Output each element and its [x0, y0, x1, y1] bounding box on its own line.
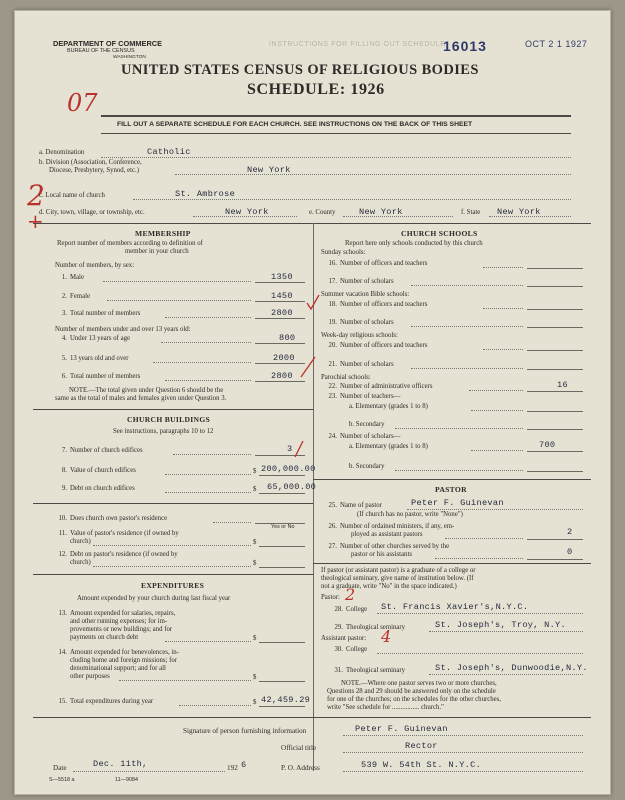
pastor-name-value: Peter F. Guinevan — [411, 498, 504, 508]
membership-row-3: 3. Total number of members — [61, 310, 141, 317]
form-subtitle: SCHEDULE: 1926 — [247, 81, 385, 98]
q12-row-2: church) — [70, 559, 91, 566]
q13-line-3: provements or new buildings; and for — [70, 626, 173, 633]
census-schedule-page — [14, 10, 611, 795]
pastor-note-1: NOTE.—Where one pastor serves two or more churches, — [341, 680, 497, 687]
pastor-college-value: St. Francis Xavier's,N.Y.C. — [381, 602, 529, 612]
q15-row: 15. Total expenditures during year — [58, 698, 154, 705]
yes-no-hint: Yes or No — [271, 524, 295, 530]
membership-note-2: same as the total of males and females given under Question 3. — [55, 395, 227, 402]
pastor-subheading: Pastor: — [321, 594, 340, 601]
q13-line-1: 13. Amount expended for salaries, repairs, — [58, 610, 176, 617]
membership-heading: MEMBERSHIP — [135, 229, 191, 238]
elementary-scholars-value: 700 — [539, 440, 556, 450]
q11-row: 11. Value of pastor's residence (if owned by — [58, 530, 179, 537]
q14-line-3: denominational support; and for all — [70, 665, 166, 672]
membership-intro-2: member in your church — [125, 248, 189, 255]
edifice-value: 200,000.00 — [261, 464, 316, 474]
q14-line-4: other purposes — [70, 673, 110, 680]
official-title-label: Official title — [281, 744, 317, 752]
buildings-intro: See instructions, paragraphs 10 to 12 — [113, 428, 214, 435]
county-value: New York — [359, 207, 403, 217]
bureau-label: BUREAU OF THE CENSUS — [67, 48, 135, 54]
age-intro: Number of members under and over 13 years old: — [55, 326, 191, 333]
graduate-note-2: theological seminary, give name of institution below. (If — [321, 575, 474, 582]
dollar-sign-9: $ — [253, 486, 257, 493]
q7-row: 7. Number of church edifices — [61, 447, 143, 454]
q11-row-2: church) — [70, 538, 91, 545]
graduate-note-1: If pastor (or assistant pastor) is a graduate of a college or — [321, 567, 476, 574]
q27-row: 27. Number of other churches served by the — [328, 543, 450, 550]
signature-value: Peter F. Guinevan — [355, 724, 448, 734]
q27-row-2: pastor or his assistants — [351, 551, 412, 558]
male-value: 1350 — [271, 272, 293, 282]
q19-row: 19. Number of scholars — [328, 319, 394, 326]
q23-row: 23. Number of teachers— — [328, 393, 401, 400]
edifice-correction-mark-icon — [291, 439, 307, 459]
edifice-debt-value: 65,000.00 — [267, 482, 317, 492]
assistant-seminary-value: St. Joseph's, Dunwoodie,N.Y. — [435, 663, 588, 673]
q16-row: 16. Number of officers and teachers — [328, 260, 428, 267]
stamp-number: 16013 — [443, 38, 487, 54]
state-label: f. State — [461, 209, 481, 216]
other-churches-value: 0 — [567, 547, 573, 557]
dollar-sign-11: $ — [253, 539, 257, 546]
pastor-note-3: for one of the churches; on the schedules for the other churches, — [327, 696, 502, 703]
q26-row: 26. Number of ordained ministers, if any, em- — [328, 523, 455, 530]
total-members-age-value: 2800 — [271, 371, 293, 381]
local-name-label: c. Local name of church — [39, 192, 105, 199]
membership-row-1: 1. Male — [61, 274, 84, 281]
buildings-heading: CHURCH BUILDINGS — [127, 415, 211, 424]
membership-note-1: NOTE.—The total given under Question 6 should be the — [69, 387, 224, 394]
q28-row: 28. College — [334, 606, 368, 613]
graduate-note-3: not a graduate, write "No" in the space indicated.) — [321, 583, 457, 590]
q23b-row: b. Secondary — [349, 421, 385, 428]
church-edifices-value: 3 — [287, 444, 293, 454]
weekday-schools-label: Week-day religious schools: — [321, 332, 398, 339]
year-suffix: 6 — [241, 760, 247, 770]
city-label-field: d. City, town, village, or township, etc. — [39, 209, 145, 216]
q29-row: 29. Theological seminary — [334, 624, 406, 631]
date-label: Date — [53, 764, 67, 772]
assistant-pastor-subheading: Assistant pastor: — [321, 635, 367, 642]
under-13-value: 800 — [279, 333, 296, 343]
denomination-label: a. Denomination — [39, 149, 85, 156]
expenditures-intro: Amount expended by your church during last fiscal year — [77, 595, 231, 602]
pastor-note-2: Questions 28 and 29 should be answered only on the schedule — [327, 688, 496, 695]
membership-intro-1: Report number of members according to definition of — [57, 240, 203, 247]
q25-hint: (If church has no pastor, write "None") — [357, 511, 463, 518]
q12-row: 12. Debt on pastor's residence (if owned by — [58, 551, 178, 558]
schools-intro: Report here only schools conducted by this church — [345, 240, 483, 247]
division-value: New York — [247, 165, 291, 175]
sunday-schools-label: Sunday schools: — [321, 249, 366, 256]
parochial-schools-label: Parochial schools: — [321, 374, 371, 381]
address-value: 539 W. 54th St. N.Y.C. — [361, 760, 482, 770]
summer-schools-label: Summer vacation Bible schools: — [321, 291, 410, 298]
year-prefix: 192 — [227, 764, 238, 772]
annotation-plus: + — [27, 209, 44, 233]
q13-line-4: payments on church debt — [70, 634, 139, 641]
membership-row-4: 4. Under 13 years of age — [61, 335, 131, 342]
dollar-sign-12: $ — [253, 560, 257, 567]
q24a-row: a. Elementary (grades 1 to 8) — [349, 443, 428, 450]
city-label: WASHINGTON — [113, 55, 146, 60]
q14-line-2: cluding home and foreign missions; for — [70, 657, 178, 664]
pastor-note-4: write "See schedule for ................ church." — [327, 704, 444, 711]
form-title: UNITED STATES CENSUS OF RELIGIOUS BODIES — [121, 62, 479, 78]
q10-row: 10. Does church own pastor's residence — [58, 515, 168, 522]
division-label-1: b. Division (Association, Conference, — [39, 159, 142, 166]
q24-row: 24. Number of scholars— — [328, 433, 401, 440]
membership-row-5: 5. 13 years old and over — [61, 355, 129, 362]
membership-row-2: 2. Female — [61, 293, 91, 300]
total-members-value: 2800 — [271, 308, 293, 318]
denomination-value: Catholic — [147, 147, 191, 157]
q20-row: 20. Number of officers and teachers — [328, 342, 428, 349]
official-title-value: Rector — [405, 741, 438, 751]
signature-label: Signature of person furnishing information — [183, 727, 307, 735]
q18-row: 18. Number of officers and teachers — [328, 301, 428, 308]
annotation-assistant-4: 4 — [381, 627, 392, 646]
q24b-row: b. Secondary — [349, 463, 385, 470]
slash-mark-icon — [299, 355, 317, 379]
q25-row: 25. Name of pastor — [328, 502, 382, 509]
dollar-sign-14: $ — [253, 674, 257, 681]
dollar-sign-15: $ — [253, 699, 257, 706]
pastor-heading: PASTOR — [435, 485, 467, 494]
q26-row-2: ployed as assistant pastors — [351, 531, 423, 538]
q31-row: 31. Theological seminary — [334, 667, 406, 674]
faint-heading: INSTRUCTIONS FOR FILLING OUT SCHEDULE — [269, 41, 446, 48]
membership-row-6: 6. Total number of members — [61, 373, 141, 380]
female-value: 1450 — [271, 291, 293, 301]
print-code: 11—9084 — [115, 777, 138, 783]
check-mark-icon — [305, 293, 321, 313]
administrative-officers-value: 16 — [557, 380, 568, 390]
date-value: Dec. 11th, — [93, 759, 148, 769]
dollar-sign-13: $ — [253, 635, 257, 642]
local-name-value: St. Ambrose — [175, 189, 236, 199]
total-expenditures-value: 42,459.29 — [261, 695, 311, 705]
members-by-sex: Number of members, by sex: — [55, 262, 135, 269]
form-code: S—5518 a — [49, 777, 75, 783]
pastor-seminary-value: St. Joseph's, Troy, N.Y. — [435, 620, 566, 630]
assistant-pastors-value: 2 — [567, 527, 573, 537]
annotation-2: 2 — [27, 179, 45, 212]
city-value: New York — [225, 207, 269, 217]
expenditures-heading: EXPENDITURES — [141, 581, 205, 590]
instruction-line: FILL OUT A SEPARATE SCHEDULE FOR EACH CHURCH. SEE INSTRUCTIONS ON THE BACK OF THIS SHEET — [117, 121, 473, 128]
q13-line-2: and other running expenses; for im- — [70, 618, 168, 625]
q14-line-1: 14. Amount expended for benevolences, in- — [58, 649, 179, 656]
division-label-2: Diocese, Presbytery, Synod, etc.) — [49, 167, 139, 174]
state-value: New York — [497, 207, 541, 217]
q21-row: 21. Number of scholars — [328, 361, 394, 368]
q8-row: 8. Value of church edifices — [61, 467, 136, 474]
dollar-sign-8: $ — [253, 468, 257, 475]
address-label: P. O. Address — [281, 764, 320, 772]
q9-row: 9. Debt on church edifices — [61, 485, 135, 492]
stamp-date: OCT 2 1 1927 — [525, 39, 588, 49]
q17-row: 17. Number of scholars — [328, 278, 394, 285]
over-13-value: 2000 — [273, 353, 295, 363]
q30-row: 30. College — [334, 646, 368, 653]
annotation-pastor-2: 2 — [345, 585, 356, 604]
schools-heading: CHURCH SCHOOLS — [401, 229, 478, 238]
q23a-row: a. Elementary (grades 1 to 8) — [349, 403, 428, 410]
county-label: e. County — [309, 209, 336, 216]
q22-row: 22. Number of administrative officers — [328, 383, 433, 390]
department-label: DEPARTMENT OF COMMERCE — [53, 39, 163, 48]
annotation-07: 07 — [67, 89, 98, 117]
